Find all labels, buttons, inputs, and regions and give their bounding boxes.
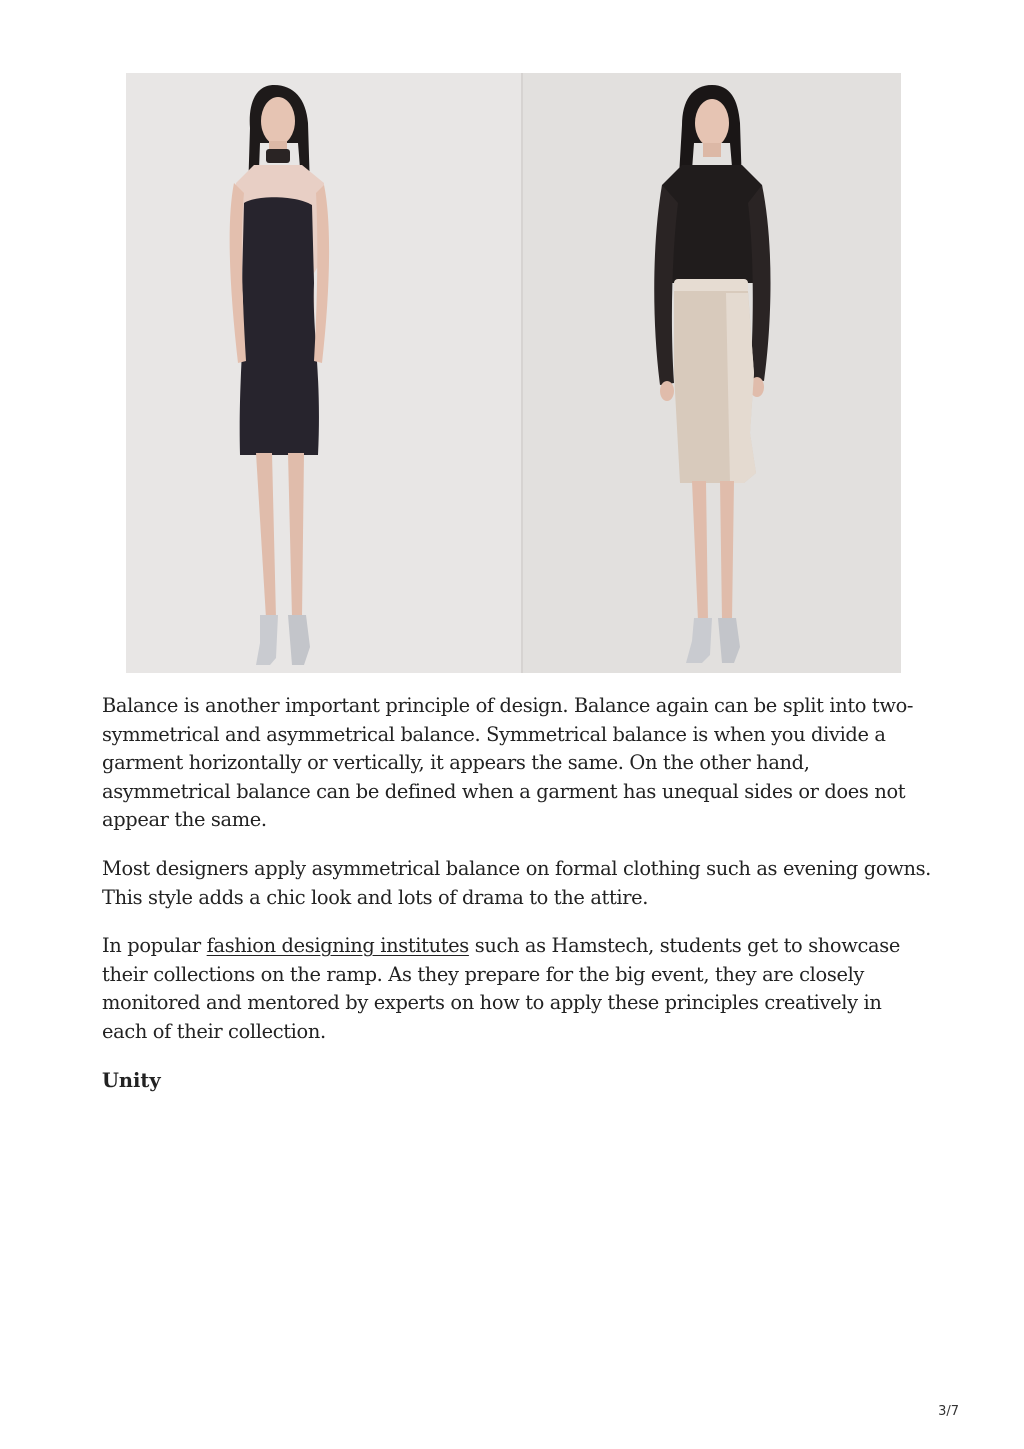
paragraph-balance: Balance is another important principle of design. Balance again can be split into two-symmetrical and asymmetrical balance. Symmetrical balance is when you divide a garment horizontally or vertically, it appears the same. On the other hand, asymmetrical balance can be defined when a garment has unequal sides or does not appear the same.	[102, 694, 914, 832]
fashion-institutes-link[interactable]: fashion designing institutes	[206, 934, 469, 958]
paragraph-institutes-before: In popular	[102, 934, 207, 958]
left-backdrop	[126, 73, 522, 673]
paragraph-institutes-after: such as Hamstech, students get to showcase their collections on the ramp. As they prepare for the big event, they are closely monitored and mentored by experts on how to apply these principles creatively in each of their collection.	[102, 934, 900, 1043]
paragraph-asymmetrical: Most designers apply asymmetrical balance on formal clothing such as evening gowns. This style adds a chic look and lots of drama to the attire.	[102, 856, 931, 909]
fashion-models-illustration	[126, 73, 901, 673]
paragraph-institutes	[102, 932, 932, 1046]
fashion-models-photo	[126, 73, 901, 673]
heading-unity: Unity	[102, 1068, 161, 1092]
page-number: 3/7	[938, 1404, 959, 1419]
article-body	[102, 692, 932, 1095]
